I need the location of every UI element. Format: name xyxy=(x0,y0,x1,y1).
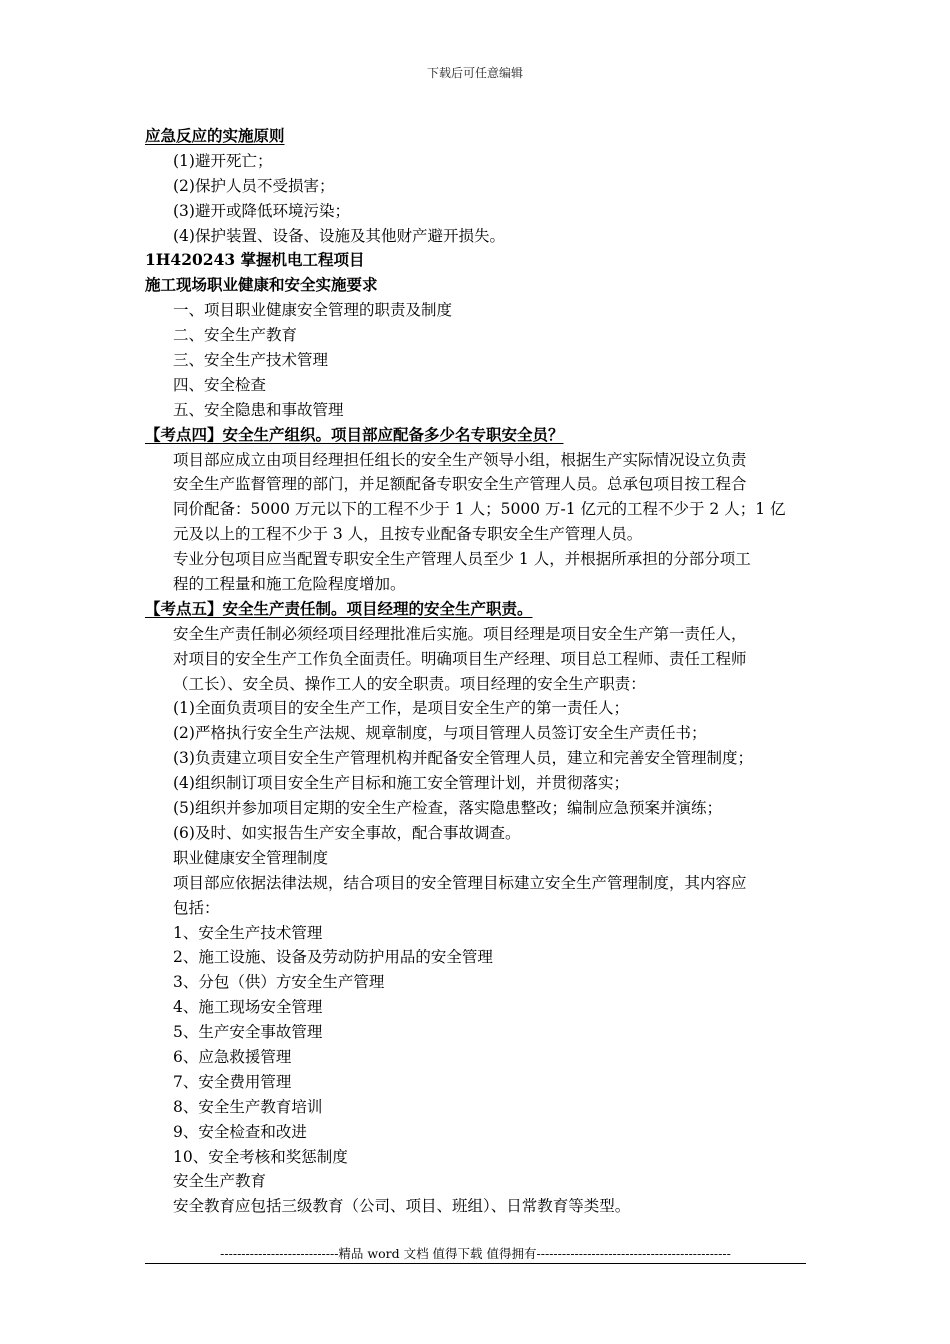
text-line: 项目部应依据法律法规，结合项目的安全管理目标建立安全生产管理制度，其内容应 xyxy=(173,873,747,892)
section-heading: 【考点五】安全生产责任制。项目经理的安全生产职责。 xyxy=(145,598,533,618)
text-line: 10、安全考核和奖惩制度 xyxy=(173,1147,348,1166)
text-line: 2、施工设施、设备及劳动防护用品的安全管理 xyxy=(173,948,493,967)
text-line: (2)严格执行安全生产法规、规章制度，与项目管理人员签订安全生产责任书； xyxy=(173,724,707,743)
text-line: 5、生产安全事故管理 xyxy=(173,1023,323,1042)
text-line: （工长）、安全员、操作工人的安全职责。项目经理的安全生产职责： xyxy=(173,674,646,693)
text-line: 9、安全检查和改进 xyxy=(173,1122,307,1141)
text-line: 3、分包（供）方安全生产管理 xyxy=(173,973,385,992)
section-heading: 施工现场职业健康和安全实施要求 xyxy=(145,275,378,295)
text-line: 元及以上的工程不少于 3 人，且按专业配备专职安全生产管理人员。 xyxy=(173,525,643,544)
text-line: 同价配备：5000 万元以下的工程不少于 1 人；5000 万-1 亿元的工程不少于 2 人；1 亿 xyxy=(173,500,786,519)
page-footer: ----------------------------精品 word 文档 值得下载 值得拥有---------------------------------------------- xyxy=(145,1244,806,1264)
text-line: 安全生产教育 xyxy=(173,1172,267,1191)
text-line: 包括： xyxy=(173,898,220,917)
text-line: (1)全面负责项目的安全生产工作，是项目安全生产的第一责任人； xyxy=(173,699,629,718)
text-line: 对项目的安全生产工作负全面责任。明确项目生产经理、项目总工程师、责任工程师 xyxy=(173,649,747,668)
page-header: 下载后可任意编辑 xyxy=(426,66,523,80)
document-body xyxy=(145,124,810,1219)
section-heading: 应急反应的实施原则 xyxy=(145,126,285,145)
text-line: 项目部应成立由项目经理担任组长的安全生产领导小组，根据生产实际情况设立负责 xyxy=(173,450,747,469)
text-line: 二、安全生产教育 xyxy=(173,326,298,345)
text-line: 三、安全生产技术管理 xyxy=(173,351,329,370)
text-line: 一、项目职业健康安全管理的职责及制度 xyxy=(173,301,453,320)
text-line: (4)保护装置、设备、设施及其他财产避开损失。 xyxy=(173,226,505,245)
text-line: 安全教育应包括三级教育（公司、项目、班组）、日常教育等类型。 xyxy=(173,1197,631,1216)
text-line: (3)避开或降低环境污染； xyxy=(173,201,350,220)
text-line: 安全生产监督管理的部门，并足额配备专职安全生产管理人员。总承包项目按工程合 xyxy=(173,475,747,494)
text-line: 8、安全生产教育培训 xyxy=(173,1097,323,1116)
text-line: (6)及时、如实报告生产安全事故，配合事故调查。 xyxy=(173,823,521,842)
text-line: (4)组织制订项目安全生产目标和施工安全管理计划，并贯彻落实； xyxy=(173,774,629,793)
text-line: 五、安全隐患和事故管理 xyxy=(173,400,344,419)
text-line: 四、安全检查 xyxy=(173,375,267,394)
text-line: 4、施工现场安全管理 xyxy=(173,998,323,1017)
text-line: 安全生产责任制必须经项目经理批准后实施。项目经理是项目安全生产第一责任人， xyxy=(173,624,747,643)
text-line: (1)避开死亡； xyxy=(173,151,273,170)
section-heading: 1H420243 掌握机电工程项目 xyxy=(145,250,365,270)
text-line: (3)负责建立项目安全生产管理机构并配备安全管理人员，建立和完善安全管理制度； xyxy=(173,749,753,768)
text-line: 6、应急救援管理 xyxy=(173,1047,292,1066)
text-line: 职业健康安全管理制度 xyxy=(173,848,329,867)
text-line: (2)保护人员不受损害； xyxy=(173,176,335,195)
text-line: 1、安全生产技术管理 xyxy=(173,923,323,942)
text-line: 7、安全费用管理 xyxy=(173,1072,292,1091)
text-line: 专业分包项目应当配置专职安全生产管理人员至少 1 人，并根据所承担的分部分项工 xyxy=(173,550,751,569)
text-line: (5)组织并参加项目定期的安全生产检查，落实隐患整改；编制应急预案并演练； xyxy=(173,799,722,818)
text-line: 程的工程量和施工危险程度增加。 xyxy=(173,575,406,594)
section-heading: 【考点四】安全生产组织。项目部应配备多少名专职安全员？ xyxy=(145,424,564,444)
